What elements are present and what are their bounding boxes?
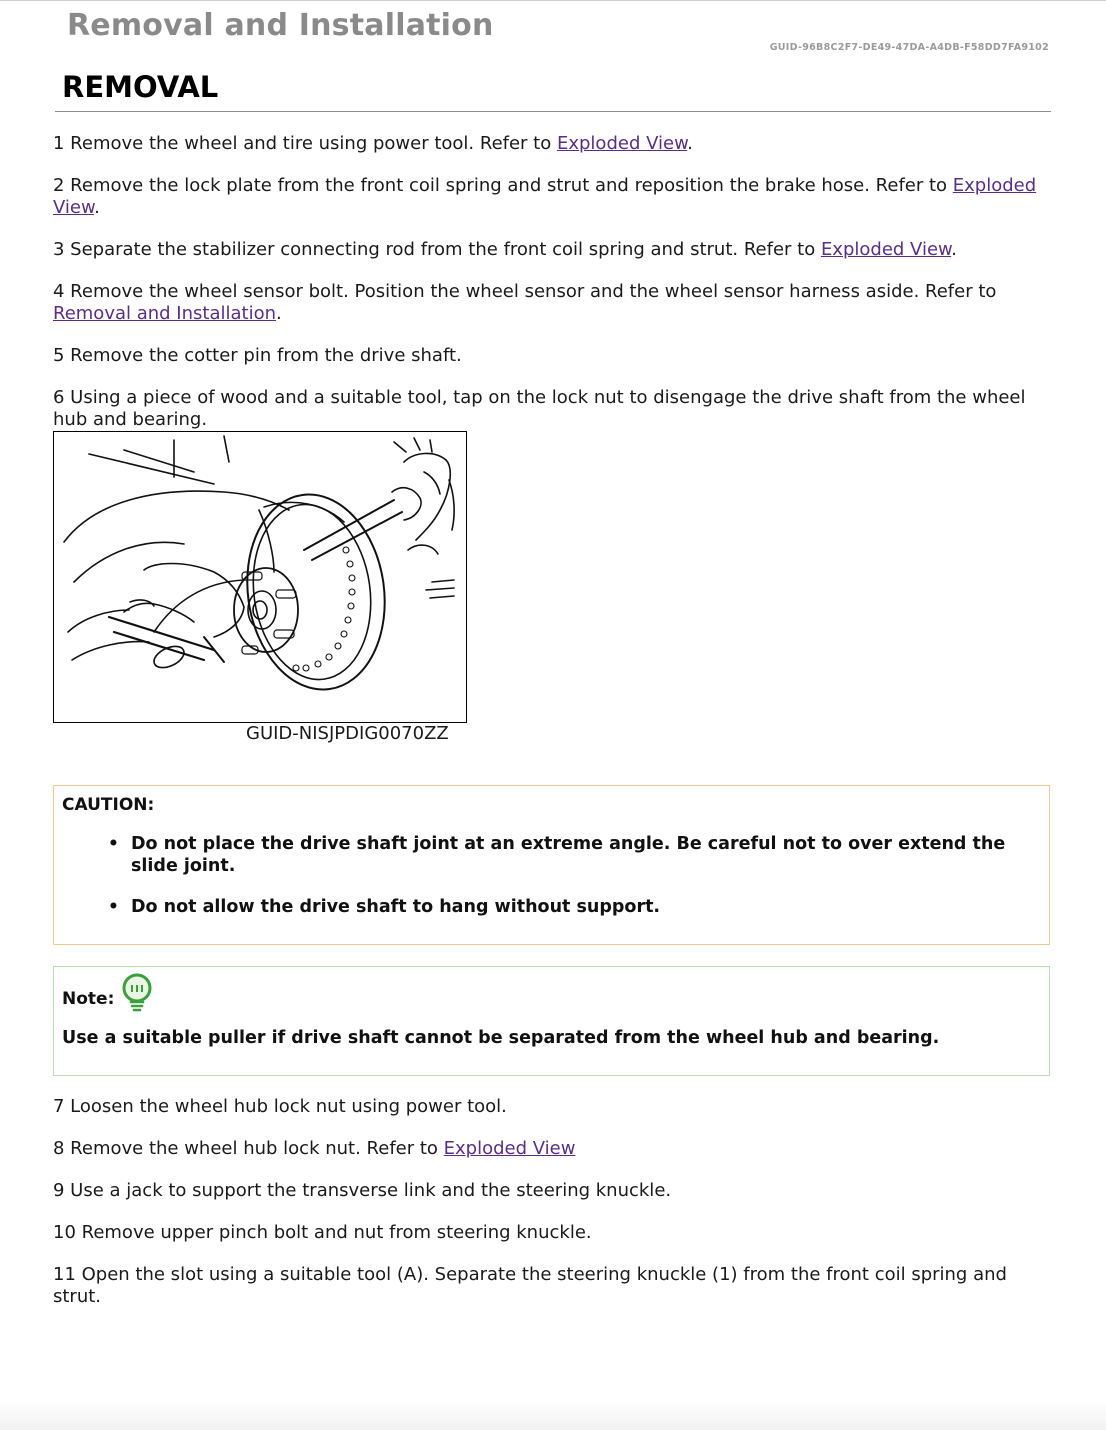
caution-item-1: Do not place the drive shaft joint at an extreme angle. Be careful not to over extend the slide joint. <box>131 834 1006 876</box>
bullet-dot: • <box>108 897 119 917</box>
note-title: Note: <box>62 989 115 1009</box>
figure-caption: GUID-NISJPDIG0070ZZ <box>246 723 449 744</box>
section-heading: REMOVAL <box>62 70 219 104</box>
caution-box <box>53 785 1050 945</box>
step-1: 1 Remove the wheel and tire using power tool. Refer to Exploded View. <box>53 133 693 154</box>
step-6: 6 Using a piece of wood and a suitable tool, tap on the lock nut to disengage the drive shaft from the wheel hub and bearing. <box>53 387 1026 430</box>
wheel-hub-illustration <box>53 431 467 723</box>
note-text: Use a suitable puller if drive shaft cannot be separated from the wheel hub and bearing. <box>62 1028 940 1048</box>
note-box <box>53 966 1050 1076</box>
step-10: 10 Remove upper pinch bolt and nut from steering knuckle. <box>53 1222 592 1243</box>
step-3: 3 Separate the stabilizer connecting rod from the front coil spring and strut. Refer to Exploded View. <box>53 239 957 260</box>
document-guid: GUID-96B8C2F7-DE49-47DA-A4DB-F58DD7FA9102 <box>769 42 1049 53</box>
caution-title: CAUTION: <box>62 795 155 815</box>
bullet-dot: • <box>108 834 119 854</box>
page-title: Removal and Installation <box>67 8 494 43</box>
top-divider <box>0 0 1106 1</box>
step-4: 4 Remove the wheel sensor bolt. Position the wheel sensor and the wheel sensor harness aside. Refer to Removal and Installation. <box>53 281 997 324</box>
step-9: 9 Use a jack to support the transverse link and the steering knuckle. <box>53 1180 672 1201</box>
step-2: 2 Remove the lock plate from the front coil spring and strut and reposition the brake hose. Refer to Exploded View. <box>53 175 1037 218</box>
section-divider <box>55 111 1051 112</box>
page-bottom-shade <box>0 1400 1106 1430</box>
step-5: 5 Remove the cotter pin from the drive shaft. <box>53 345 462 366</box>
step-1-link[interactable]: Exploded View <box>556 133 688 154</box>
caution-item-2: Do not allow the drive shaft to hang without support. <box>131 897 661 917</box>
step-11: 11 Open the slot using a suitable tool (A). Separate the steering knuckle (1) from the front coil spring and strut. <box>53 1264 1007 1307</box>
step-3-link[interactable]: Exploded View <box>820 239 952 260</box>
step-8: 8 Remove the wheel hub lock nut. Refer to Exploded View <box>53 1138 576 1159</box>
lightbulb-icon <box>120 973 154 1013</box>
step-2-link[interactable]: Exploded View <box>53 175 1037 218</box>
step-7: 7 Loosen the wheel hub lock nut using power tool. <box>53 1096 507 1117</box>
step-4-link[interactable]: Removal and Installation <box>53 303 277 324</box>
step-8-link[interactable]: Exploded View <box>443 1138 576 1159</box>
